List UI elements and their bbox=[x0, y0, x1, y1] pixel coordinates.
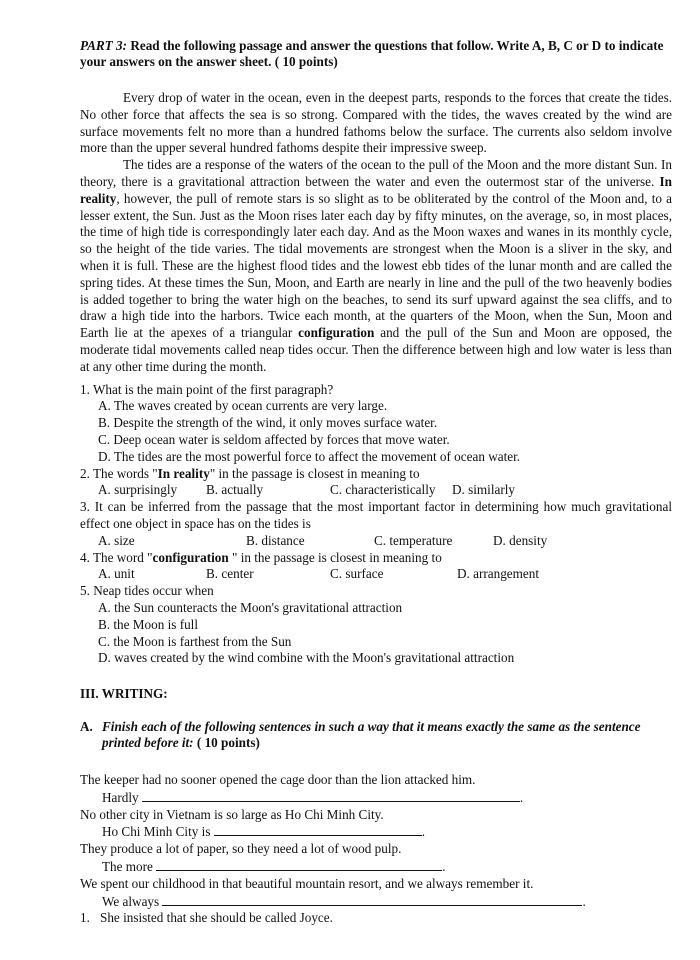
question-4-option-d: D. arrangement bbox=[457, 566, 540, 582]
question-2-stem bbox=[80, 466, 672, 483]
writing-part-a-heading bbox=[80, 719, 672, 751]
question-1-option-d: D. The tides are the most powerful force to affect the movement of ocean water. bbox=[98, 448, 521, 464]
question-1-option-a: A. The waves created by ocean currents are very large. bbox=[98, 398, 388, 414]
question-2-option-c: C. characteristically bbox=[330, 482, 436, 498]
question-5-option-a: A. the Sun counteracts the Moon's gravitational attraction bbox=[98, 599, 403, 615]
question-3-option-c: C. temperature bbox=[374, 532, 453, 548]
rewrite-1-answer bbox=[80, 789, 672, 807]
question-3-option-d: D. density bbox=[493, 532, 548, 548]
question-5-option-c: C. the Moon is farthest from the Sun bbox=[98, 633, 292, 649]
passage-paragraph-1: Every drop of water in the ocean, even in the deepest parts, responds to the forces that create the tides. No other force that affects the sea is so strong. Compared with the tides, the waves created by the wind are surface movements felt no more than a hundred fathoms below the surface. The currents also seldom involve more than the upper several hundred fathoms despite their impressive sweep. bbox=[80, 90, 672, 156]
rewrite-3-start: The more bbox=[102, 859, 153, 875]
question-3-options bbox=[80, 533, 672, 550]
rewrite-exercises bbox=[80, 772, 672, 927]
part3-label: PART 3: bbox=[80, 38, 128, 53]
bold-configuration: configuration bbox=[298, 325, 375, 341]
question-1-stem: 1. What is the main point of the first paragraph? bbox=[80, 381, 334, 397]
question-4-option-a: A. unit bbox=[98, 566, 135, 582]
passage-paragraph-2 bbox=[80, 157, 672, 375]
question-2-option-a: A. surprisingly bbox=[98, 482, 178, 498]
passage-p2-part-a: The tides are a response of the waters of the ocean to the pull of the Moon and the more distant Sun. In theory, there is a gravitational attraction between the water and even the outermost star of the universe. bbox=[80, 157, 672, 189]
reading-passage bbox=[80, 90, 672, 376]
question-5-option-b: B. the Moon is full bbox=[98, 616, 199, 632]
rewrite-2-start: Ho Chi Minh City is bbox=[102, 824, 211, 840]
question-2-options bbox=[80, 482, 672, 499]
question-2-stem-pre: 2. The words " bbox=[80, 465, 158, 481]
part-a-points: ( 10 points) bbox=[196, 735, 260, 751]
rewrite-1-start: Hardly bbox=[102, 789, 139, 805]
question-4-option-b: B. center bbox=[206, 566, 254, 582]
question-5-stem: 5. Neap tides occur when bbox=[80, 583, 214, 599]
rewrite-4-answer bbox=[80, 893, 672, 911]
rewrite-4-end: . bbox=[582, 893, 586, 909]
bold-in-reality: In reality bbox=[80, 173, 672, 206]
question-1-option-c: C. Deep ocean water is seldom affected by forces that move water. bbox=[98, 431, 450, 447]
question-1-option-b: B. Despite the strength of the wind, it only moves surface water. bbox=[98, 415, 438, 431]
question-3-option-b: B. distance bbox=[246, 532, 305, 548]
question-4-stem bbox=[80, 550, 672, 567]
passage-p2-part-c: and the pull of the Sun and Moon are opposed, the moderate tidal movements called neap tides occur. Then the difference between high and low water is less than at any other time during the month. bbox=[80, 325, 673, 374]
rewrite-3-answer bbox=[80, 858, 672, 876]
rewrite-4-start: We always bbox=[102, 893, 160, 909]
rewrite-1-original: The keeper had no sooner opened the cage door than the lion attacked him. bbox=[80, 772, 476, 788]
question-2-option-d: D. similarly bbox=[452, 482, 516, 498]
question-4-option-c: C. surface bbox=[330, 566, 384, 582]
question-3-stem: 3. It can be inferred from the passage that the most important factor in determining how much gravitational effect one object in space has on the tides is bbox=[80, 499, 672, 531]
writing-section-title: III. WRITING: bbox=[80, 686, 168, 702]
numbered-item-1-number: 1. bbox=[80, 910, 90, 926]
part3-instruction: Read the following passage and answer the questions that follow. Write A, B, C or D to indicate your answers on the answer sheet. ( 10 points) bbox=[80, 38, 664, 69]
question-3-option-a: A. size bbox=[98, 532, 135, 548]
rewrite-2-blank[interactable] bbox=[214, 823, 422, 836]
part-a-instruction: Finish each of the following sentences in such a way that it means exactly the same as the sentence printed before it: bbox=[102, 719, 641, 751]
numbered-item-1 bbox=[80, 910, 672, 927]
question-2-stem-bold: In reality bbox=[157, 465, 210, 481]
rewrite-4-blank[interactable] bbox=[162, 893, 582, 906]
passage-p2-part-b: , however, the pull of remote stars is so slight as to be obliterated by the control of the Moon and, to a lesser extent, the Sun. Just as the Moon rises later each day by fifty minutes, on the average, so, in most places, the time of high tide is correspondingly later each day. And as the Moon waxes and wanes in its monthly cycle, so the height of the tide varies. The tidal movements are strongest when the Moon is a sliver in the sky, and when it is full. These are the highest flood tides and the lowest ebb tides of the lunar month and are called the spring tides. At these times the Sun, Moon, and Earth are nearly in line and the pull of the two heavenly bodies is added together to bring the water high on the beaches, to send its surf upward against the sea cliffs, and to draw a high tide into the harbors. Twice each month, at the quarters of the Moon, when the Sun, Moon and Earth lie at the apexes of a triangular bbox=[80, 190, 672, 341]
question-4-stem-post: " in the passage is closest in meaning to bbox=[228, 549, 442, 565]
question-4-options bbox=[80, 566, 672, 583]
question-2-stem-post: " in the passage is closest in meaning to bbox=[209, 465, 420, 481]
question-4-stem-pre: 4. The word " bbox=[80, 549, 153, 565]
question-5-option-d: D. waves created by the wind combine with the Moon's gravitational attraction bbox=[98, 650, 515, 666]
question-list bbox=[80, 382, 672, 668]
rewrite-2-original: No other city in Vietnam is so large as Ho Chi Minh City. bbox=[80, 806, 384, 822]
worksheet-page bbox=[80, 38, 672, 927]
rewrite-3-blank[interactable] bbox=[156, 858, 442, 871]
question-2-option-b: B. actually bbox=[206, 482, 264, 498]
numbered-item-1-text: She insisted that she should be called Joyce. bbox=[100, 910, 333, 926]
part3-heading bbox=[80, 38, 672, 70]
rewrite-3-original: They produce a lot of paper, so they need a lot of wood pulp. bbox=[80, 841, 402, 857]
rewrite-4-original: We spent our childhood in that beautiful mountain resort, and we always remember it. bbox=[80, 875, 534, 891]
question-4-stem-bold: configuration bbox=[152, 549, 229, 565]
rewrite-1-end: . bbox=[519, 789, 524, 805]
rewrite-2-answer bbox=[80, 823, 672, 841]
rewrite-2-end: . bbox=[421, 824, 426, 840]
part-a-label: A. bbox=[80, 719, 93, 735]
rewrite-3-end: . bbox=[442, 859, 446, 875]
rewrite-1-blank[interactable] bbox=[142, 789, 520, 802]
